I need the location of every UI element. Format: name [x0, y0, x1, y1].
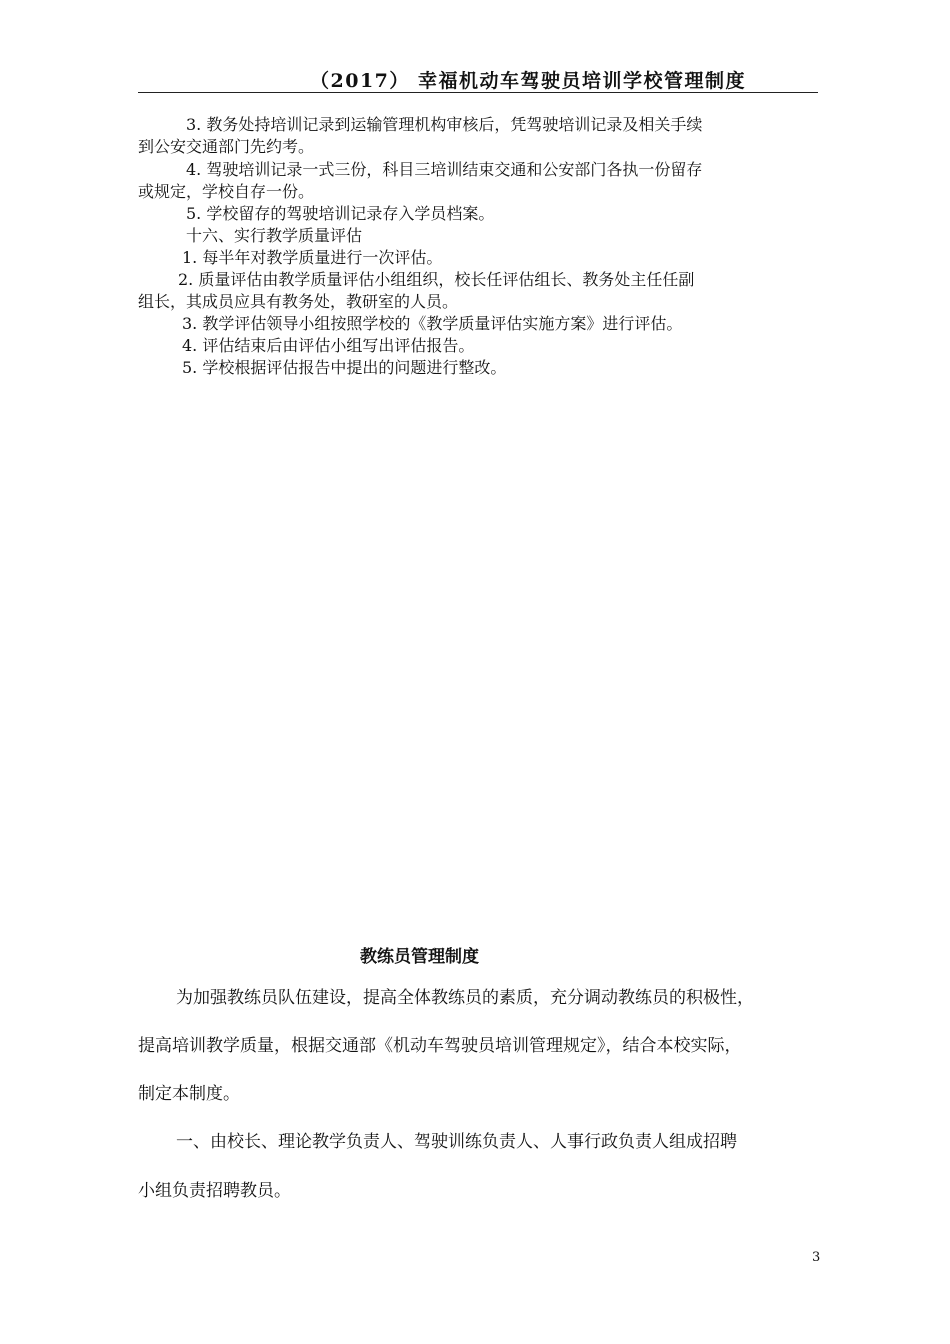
paragraph-line: 5. 学校留存的驾驶培训记录存入学员档案。 — [186, 204, 495, 223]
paragraph-line: 为加强教练员队伍建设，提高全体教练员的素质，充分调动教练员的积极性， — [176, 988, 754, 1008]
paragraph-line: 4. 驾驶培训记录一式三份，科目三培训结束交通和公安部门各执一份留存 — [186, 160, 703, 179]
paragraph-line: 一、由校长、理论教学负责人、驾驶训练负责人、人事行政负责人组成招聘 — [176, 1132, 737, 1152]
paragraph-line: 制定本制度。 — [138, 1084, 240, 1104]
section-title: 教练员管理制度 — [360, 947, 479, 967]
paragraph-line: 提高培训教学质量，根据交通部《机动车驾驶员培训管理规定》，结合本校实际， — [138, 1036, 742, 1056]
paragraph-line: 4. 评估结束后由评估小组写出评估报告。 — [182, 336, 475, 355]
paragraph-line: 1. 每半年对教学质量进行一次评估。 — [182, 248, 443, 267]
paragraph-line: 5. 学校根据评估报告中提出的问题进行整改。 — [182, 358, 507, 377]
header-title: （2017） 幸福机动车驾驶员培训学校管理制度 — [310, 70, 746, 92]
paragraph-line: 到公安交通部门先约考。 — [138, 137, 315, 156]
paragraph-line: 3. 教学评估领导小组按照学校的《教学质量评估实施方案》进行评估。 — [182, 314, 683, 333]
paragraph-line: 组长，其成员应具有教务处，教研室的人员。 — [138, 292, 459, 311]
paragraph-line: 小组负责招聘教员。 — [138, 1181, 291, 1201]
paragraph-line: 或规定，学校自存一份。 — [138, 182, 315, 201]
page-header — [138, 62, 818, 93]
page-number: 3 — [812, 1250, 821, 1265]
paragraph-line: 2. 质量评估由教学质量评估小组组织，校长任评估组长、教务处主任任副 — [178, 270, 695, 289]
paragraph-line: 3. 教务处持培训记录到运输管理机构审核后，凭驾驶培训记录及相关手续 — [186, 115, 703, 134]
section-heading: 十六、实行教学质量评估 — [186, 226, 363, 245]
